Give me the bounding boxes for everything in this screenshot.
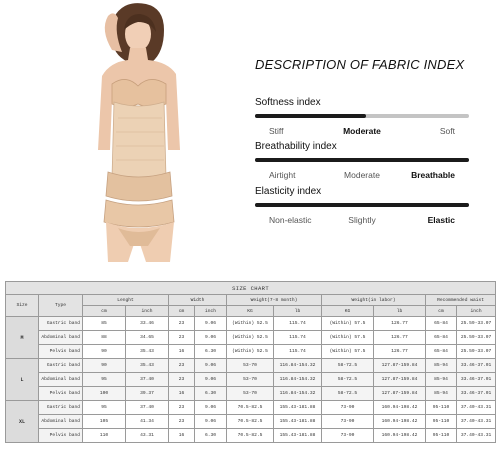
pelvis-band-shape xyxy=(104,200,174,227)
table-cell: 70.5-82.5 xyxy=(227,415,274,429)
table-cell: 9.06 xyxy=(195,373,227,387)
table-cell: 85 xyxy=(83,317,126,331)
index-label-low: Non-elastic xyxy=(269,215,312,225)
table-cell: 33.46-37.01 xyxy=(457,387,496,401)
table-row xyxy=(6,317,496,331)
table-cell: (Within) 52.5 xyxy=(227,345,274,359)
index-name: Softness index xyxy=(255,97,321,108)
band-type-cell: Pelvis band xyxy=(39,387,83,401)
table-cell: 37.40-43.31 xyxy=(457,415,496,429)
table-cell: 160.94-198.42 xyxy=(374,401,426,415)
subheader-cell: KG xyxy=(322,306,374,317)
elasticity-index xyxy=(255,186,469,227)
fabric-index-title: DESCRIPTION OF FABRIC INDEX xyxy=(255,57,465,72)
corset-shape xyxy=(112,102,166,181)
table-cell: 16 xyxy=(169,387,195,401)
index-name: Breathability index xyxy=(255,141,337,152)
size-cell: XL xyxy=(6,401,39,443)
table-cell: 23 xyxy=(169,331,195,345)
table-cell: 53-70 xyxy=(227,387,274,401)
index-label-low: Stiff xyxy=(269,126,284,136)
size-chart-table xyxy=(5,281,496,443)
table-cell: 37.40-43.31 xyxy=(457,401,496,415)
table-cell: 37.40 xyxy=(126,373,169,387)
table-cell: 58-72.5 xyxy=(322,359,374,373)
table-cell: 70.5-82.5 xyxy=(227,429,274,443)
table-cell: 73-90 xyxy=(322,415,374,429)
table-cell: 23 xyxy=(169,359,195,373)
band-type-cell: Abdominal band xyxy=(39,331,83,345)
band-type-cell: Pelvis band xyxy=(39,345,83,359)
table-row xyxy=(6,429,496,443)
subheader-cell: inch xyxy=(195,306,227,317)
header-size: Size xyxy=(6,295,39,317)
band-type-cell: Abdominal band xyxy=(39,415,83,429)
table-cell: 9.06 xyxy=(195,415,227,429)
table-cell: 53-70 xyxy=(227,359,274,373)
table-cell: 116.84-154.32 xyxy=(274,373,322,387)
band-type-cell: Pelvis band xyxy=(39,429,83,443)
table-cell: 95-110 xyxy=(426,415,457,429)
table-cell: 23 xyxy=(169,401,195,415)
index-bar xyxy=(255,158,469,162)
table-row xyxy=(6,359,496,373)
table-cell: 95-110 xyxy=(426,401,457,415)
header-width: Width xyxy=(169,295,227,306)
table-cell: 105 xyxy=(83,415,126,429)
table-cell: 88 xyxy=(83,331,126,345)
subheader-cell: KG xyxy=(227,306,274,317)
table-cell: 116.84-154.32 xyxy=(274,387,322,401)
index-fill xyxy=(255,203,469,207)
table-cell: 126.77 xyxy=(374,331,426,345)
index-label-mid: Slightly xyxy=(348,215,376,225)
index-label-mid: Moderate xyxy=(344,170,380,180)
table-cell: 9.06 xyxy=(195,331,227,345)
table-cell: 16 xyxy=(169,429,195,443)
table-cell: 33.46-37.01 xyxy=(457,373,496,387)
table-row xyxy=(6,415,496,429)
index-scale xyxy=(255,126,469,138)
table-cell: 25.59-33.07 xyxy=(457,331,496,345)
table-cell: 127.87-159.84 xyxy=(374,387,426,401)
table-cell: 116.84-154.32 xyxy=(274,359,322,373)
table-cell: (Within) 57.5 xyxy=(322,317,374,331)
table-cell: 90 xyxy=(83,345,126,359)
size-cell: L xyxy=(6,359,39,401)
table-row xyxy=(6,345,496,359)
table-cell: (Within) 57.5 xyxy=(322,331,374,345)
table-cell: (Within) 52.5 xyxy=(227,317,274,331)
header-weight-pregnancy: Weight(7-8 month) xyxy=(227,295,322,306)
table-row xyxy=(6,373,496,387)
table-cell: 34.65 xyxy=(126,331,169,345)
table-cell: (Within) 57.5 xyxy=(322,345,374,359)
table-cell: 126.77 xyxy=(374,317,426,331)
subheader-cell: cm xyxy=(83,306,126,317)
index-name: Elasticity index xyxy=(255,186,322,197)
table-cell: (Within) 52.5 xyxy=(227,331,274,345)
index-scale xyxy=(255,170,469,182)
table-cell: 155.43-181.88 xyxy=(274,401,322,415)
table-cell: 115.74 xyxy=(274,317,322,331)
table-cell: 95 xyxy=(83,373,126,387)
table-cell: 35.43 xyxy=(126,345,169,359)
table-cell: 160.94-198.42 xyxy=(374,429,426,443)
index-bar xyxy=(255,203,469,207)
table-row xyxy=(6,331,496,345)
index-label-low: Airtight xyxy=(269,170,296,180)
table-cell: 73-90 xyxy=(322,429,374,443)
table-cell: 6.30 xyxy=(195,345,227,359)
table-cell: 35.43 xyxy=(126,359,169,373)
index-label-mid: Moderate xyxy=(343,126,381,136)
table-cell: 127.87-159.84 xyxy=(374,373,426,387)
index-label-high: Breathable xyxy=(411,170,455,180)
subheader-cell: inch xyxy=(457,306,496,317)
index-fill xyxy=(255,158,469,162)
header-length: Lenght xyxy=(83,295,169,306)
table-cell: 85-94 xyxy=(426,359,457,373)
subheader-cell: cm xyxy=(169,306,195,317)
table-cell: 90 xyxy=(83,359,126,373)
table-row xyxy=(6,387,496,401)
table-cell: 6.30 xyxy=(195,429,227,443)
table-cell: 25.59-33.07 xyxy=(457,317,496,331)
table-cell: 37.40-43.31 xyxy=(457,429,496,443)
band-type-cell: Abdominal band xyxy=(39,373,83,387)
band-type-cell: Gastric band xyxy=(39,359,83,373)
size-chart-title: SIZE CHART xyxy=(6,282,496,295)
table-cell: 39.37 xyxy=(126,387,169,401)
band-type-cell: Gastric band xyxy=(39,317,83,331)
table-cell: 25.59-33.07 xyxy=(457,345,496,359)
table-cell: 37.40 xyxy=(126,401,169,415)
table-cell: 160.94-198.42 xyxy=(374,415,426,429)
table-cell: 100 xyxy=(83,387,126,401)
table-cell: 155.43-181.88 xyxy=(274,415,322,429)
table-cell: 53-70 xyxy=(227,373,274,387)
header-weight-labor: Weight(in labor) xyxy=(322,295,426,306)
table-cell: 95 xyxy=(83,401,126,415)
table-cell: 33.46 xyxy=(126,317,169,331)
table-cell: 6.30 xyxy=(195,387,227,401)
subheader-cell: cm xyxy=(426,306,457,317)
table-cell: 70.5-82.5 xyxy=(227,401,274,415)
index-scale xyxy=(255,215,469,227)
table-cell: 110 xyxy=(83,429,126,443)
header-type: Type xyxy=(39,295,83,317)
table-cell: 16 xyxy=(169,345,195,359)
subheader-cell: inch xyxy=(126,306,169,317)
table-cell: 115.74 xyxy=(274,345,322,359)
index-label-high: Elastic xyxy=(427,215,455,225)
table-cell: 9.06 xyxy=(195,401,227,415)
table-cell: 9.06 xyxy=(195,359,227,373)
table-cell: 115.74 xyxy=(274,331,322,345)
band-type-cell: Gastric band xyxy=(39,401,83,415)
index-bar xyxy=(255,114,469,118)
table-cell: 43.31 xyxy=(126,429,169,443)
table-cell: 65-84 xyxy=(426,317,457,331)
table-cell: 85-94 xyxy=(426,373,457,387)
table-cell: 85-94 xyxy=(426,387,457,401)
table-cell: 33.46-37.01 xyxy=(457,359,496,373)
table-cell: 65-84 xyxy=(426,345,457,359)
table-cell: 127.87-159.84 xyxy=(374,359,426,373)
subheader-cell: lb xyxy=(374,306,426,317)
size-chart-body xyxy=(6,317,496,443)
table-cell: 95-110 xyxy=(426,429,457,443)
table-cell: 23 xyxy=(169,373,195,387)
table-cell: 23 xyxy=(169,317,195,331)
index-label-high: Soft xyxy=(439,126,455,136)
breathability-index xyxy=(255,141,469,182)
table-cell: 58-72.5 xyxy=(322,373,374,387)
table-cell: 41.34 xyxy=(126,415,169,429)
table-cell: 9.06 xyxy=(195,317,227,331)
index-fill xyxy=(255,114,366,118)
table-row xyxy=(6,401,496,415)
subheader-cell: lb xyxy=(274,306,322,317)
header-waist: Recommended waist xyxy=(426,295,496,306)
table-cell: 58-72.5 xyxy=(322,387,374,401)
softness-index xyxy=(255,97,469,138)
table-cell: 65-84 xyxy=(426,331,457,345)
table-cell: 155.43-181.88 xyxy=(274,429,322,443)
size-cell: M xyxy=(6,317,39,359)
table-cell: 126.77 xyxy=(374,345,426,359)
table-cell: 23 xyxy=(169,415,195,429)
model-photo xyxy=(72,0,212,262)
table-cell: 73-90 xyxy=(322,401,374,415)
